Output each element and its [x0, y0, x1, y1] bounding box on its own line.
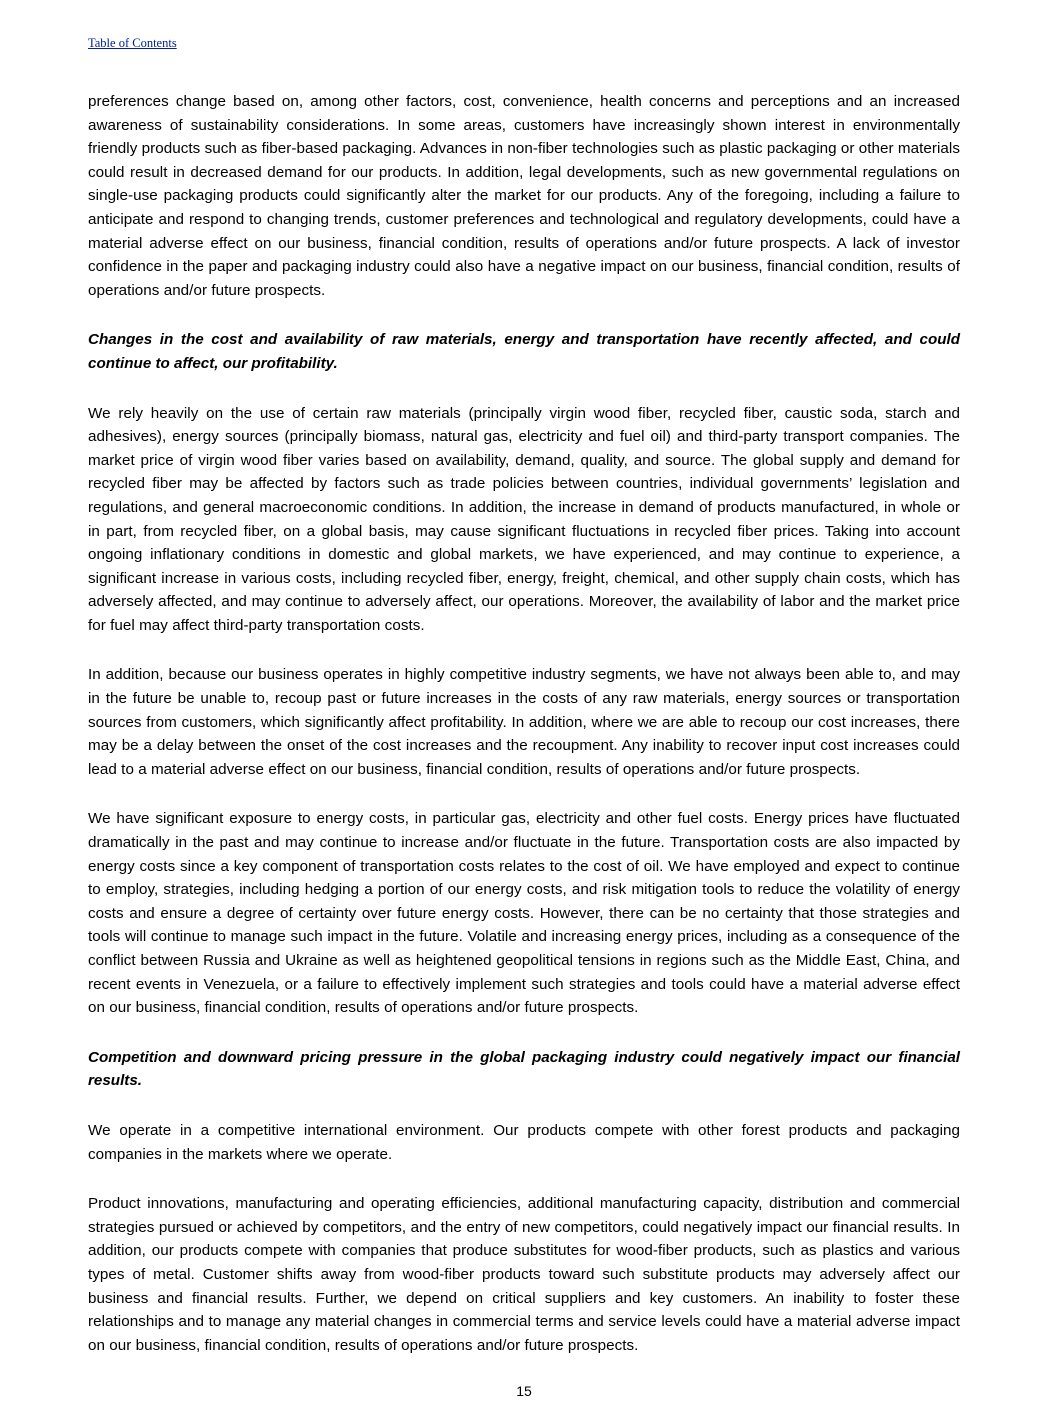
paragraph: In addition, because our business operates in highly competitive industry segments, we have not always been able to, and may in the future be unable to, recoup past or future increases in the costs of any raw materials, energy sources or transportation sources from customers, which significantly affect profitability. In addition, where we are able to recoup our cost increases, there may be a delay between the onset of the cost increases and the recoupment. Any inability to recover input cost increases could lead to a material adverse effect on our business, financial condition, results of operations and/or future prospects.: [88, 666, 960, 778]
paragraph: We have significant exposure to energy costs, in particular gas, electricity and other fuel costs. Energy prices have fluctuated dramatically in the past and may continue to increase and/or fluctuate in the future. Transportation costs are also impacted by energy costs since a key component of transportation costs relates to the cost of oil. We have employed and expect to continue to employ, strategies, including hedging a portion of our energy costs, and risk mitigation tools to reduce the volatility of energy costs and ensure a degree of certainty over future energy costs. However, there can be no certainty that those strategies and tools will continue to manage such impact in the future. Volatile and increasing energy prices, including as a consequence of the conflict between Russia and Ukraine as well as heightened geopolitical tensions in regions such as the Middle East, China, and recent events in Venezuela, or a failure to effectively implement such strategies and tools could have a material adverse effect on our business, financial condition, results of operations and/or future prospects.: [88, 810, 960, 1017]
page-number: 15: [516, 1383, 532, 1400]
table-of-contents-link[interactable]: Table of Contents: [88, 36, 177, 50]
section-heading: Competition and downward pricing pressure in the global packaging industry could negatively impact our financial results.: [88, 1048, 960, 1090]
paragraph: We operate in a competitive international environment. Our products compete with other forest products and packaging companies in the markets where we operate.: [88, 1121, 960, 1163]
document-body: [88, 90, 960, 1357]
paragraph: We rely heavily on the use of certain raw materials (principally virgin wood fiber, recycled fiber, caustic soda, starch and adhesives), energy sources (principally biomass, natural gas, electricity and fuel oil) and third-party transport companies. The market price of virgin wood fiber varies based on availability, demand, quality, and source. The global supply and demand for recycled fiber may be affected by factors such as trade policies between countries, individual governments’ legislation and regulations, and general macroeconomic conditions. In addition, the increase in demand of products manufactured, in whole or in part, from recycled fiber, on a global basis, may cause significant fluctuations in recycled fiber prices. Taking into account ongoing inflationary conditions in domestic and global markets, we have experienced, and may continue to experience, a significant increase in various costs, including recycled fiber, energy, freight, chemical, and other supply chain costs, which has adversely affected, and may continue to adversely affect, our operations. Moreover, the availability of labor and the market price for fuel may affect third-party transportation costs.: [88, 404, 960, 634]
paragraph: preferences change based on, among other factors, cost, convenience, health concerns and perceptions and an increased awareness of sustainability considerations. In some areas, customers have increasingly shown interest in environmentally friendly products such as fiber-based packaging. Advances in non-fiber technologies such as plastic packaging or other materials could result in decreased demand for our products. In addition, legal developments, such as new governmental regulations on single-use packaging products could significantly alter the market for our products. Any of the foregoing, including a failure to anticipate and respond to changing trends, customer preferences and technological and regulatory developments, could have a material adverse effect on our business, financial condition, results of operations and/or future prospects. A lack of investor confidence in the paper and packaging industry could also have a negative impact on our business, financial condition, results of operations and/or future prospects.: [88, 93, 960, 299]
paragraph: Product innovations, manufacturing and operating efficiencies, additional manufacturing capacity, distribution and commercial strategies pursued or achieved by competitors, and the entry of new competitors, could negatively impact our financial results. In addition, our products compete with companies that produce substitutes for wood-fiber products, such as plastics and various types of metal. Customer shifts away from wood-fiber products toward such substitute products may adversely affect our business and financial results. Further, we depend on critical suppliers and key customers. An inability to foster these relationships and to manage any material changes in commercial terms and service levels could have a material adverse impact on our business, financial condition, results of operations and/or future prospects.: [88, 1195, 960, 1354]
section-heading: Changes in the cost and availability of raw materials, energy and transportation have recently affected, and could continue to affect, our profitability.: [88, 331, 960, 372]
